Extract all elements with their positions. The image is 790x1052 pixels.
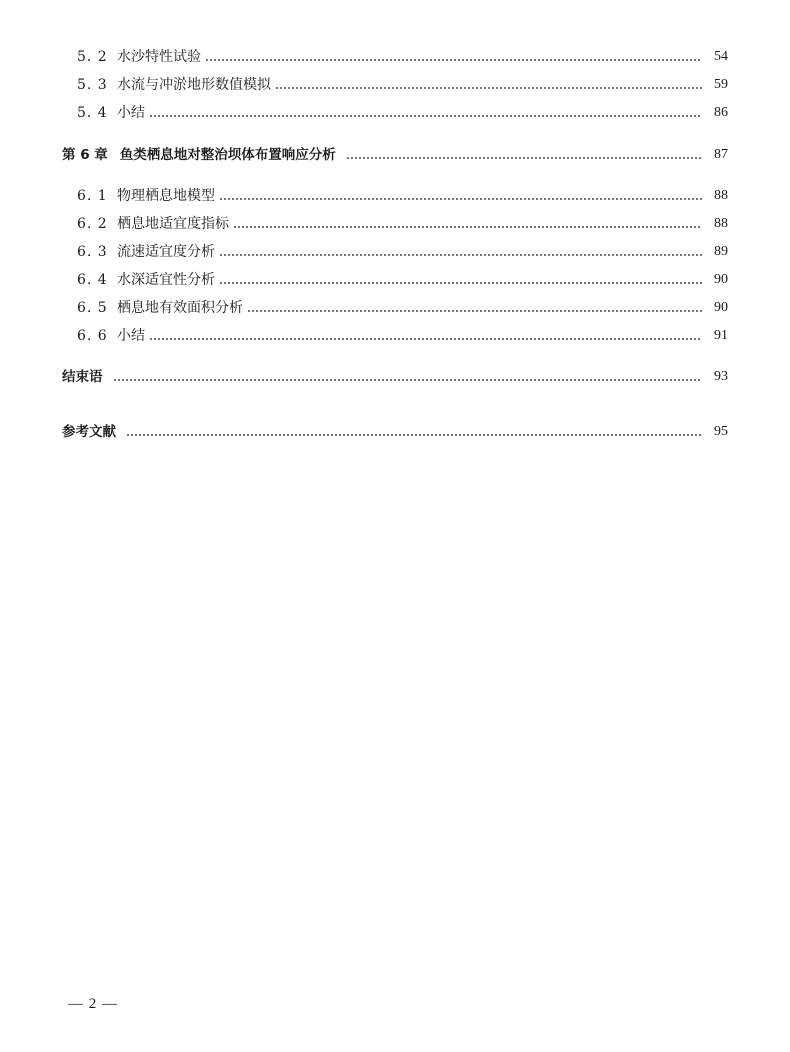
page-number: 89 (714, 244, 728, 259)
page-number: 88 (714, 216, 728, 231)
chapter-title: 结束语 (62, 369, 103, 385)
toc-entry-5-3[interactable] (77, 73, 728, 97)
toc-entry-5-2[interactable] (77, 45, 728, 69)
dot-leader (233, 226, 702, 228)
page-number: 54 (714, 49, 728, 64)
dot-leader (113, 379, 703, 381)
section-title: 水沙特性试验 (117, 49, 201, 65)
toc-entry-6-4[interactable] (77, 268, 728, 292)
dot-leader (126, 434, 702, 436)
section-number: 5. 4 (77, 105, 108, 121)
page-number: 88 (714, 188, 728, 203)
page-number: 59 (714, 77, 728, 92)
section-title: 栖息地适宜度指标 (117, 216, 229, 232)
section-number: 5. 2 (77, 49, 108, 65)
page-number: 91 (714, 328, 728, 343)
dot-leader (275, 87, 702, 89)
section-title: 栖息地有效面积分析 (117, 300, 243, 316)
chapter-number: 第 6 章 (62, 147, 108, 163)
section-title: 流速适宜度分析 (117, 244, 215, 260)
page-number: 90 (714, 300, 728, 315)
page-number: 95 (714, 424, 728, 439)
toc-entry-6-5[interactable] (77, 296, 728, 320)
toc-entry-references[interactable] (62, 420, 728, 444)
toc-entry-6-6[interactable] (77, 324, 728, 348)
dot-leader (205, 59, 702, 61)
page-number: 87 (714, 147, 728, 162)
section-number: 6. 2 (77, 216, 108, 232)
section-number: 5. 3 (77, 77, 108, 93)
dot-leader (149, 338, 702, 340)
section-number: 6. 4 (77, 272, 108, 288)
chapter-title: 参考文献 (62, 424, 116, 440)
dot-leader (346, 157, 702, 159)
toc-entry-6-2[interactable] (77, 212, 728, 236)
section-number: 6. 5 (77, 300, 108, 316)
section-title: 小结 (117, 328, 145, 344)
toc-entry-6-1[interactable] (77, 184, 728, 208)
page-number: 86 (714, 105, 728, 120)
dot-leader (149, 115, 702, 117)
dot-leader (219, 282, 702, 284)
dot-leader (247, 310, 702, 312)
chapter-title: 鱼类栖息地对整治坝体布置响应分析 (119, 147, 336, 163)
dot-leader (219, 198, 702, 200)
section-title: 小结 (117, 105, 145, 121)
section-number: 6. 3 (77, 244, 108, 260)
page-number: 90 (714, 272, 728, 287)
section-number: 6. 6 (77, 328, 108, 344)
section-title: 物理栖息地模型 (117, 188, 215, 204)
section-title: 水流与冲淤地形数值模拟 (117, 77, 271, 93)
section-title: 水深适宜性分析 (117, 272, 215, 288)
toc-entry-chapter-6[interactable] (62, 143, 728, 167)
toc-entry-6-3[interactable] (77, 240, 728, 264)
page-number: 93 (714, 369, 728, 384)
page-footer-number: — 2 — (68, 996, 118, 1012)
toc-entry-conclusion[interactable] (62, 365, 728, 389)
dot-leader (219, 254, 702, 256)
section-number: 6. 1 (77, 188, 108, 204)
toc-entry-5-4[interactable] (77, 101, 728, 125)
